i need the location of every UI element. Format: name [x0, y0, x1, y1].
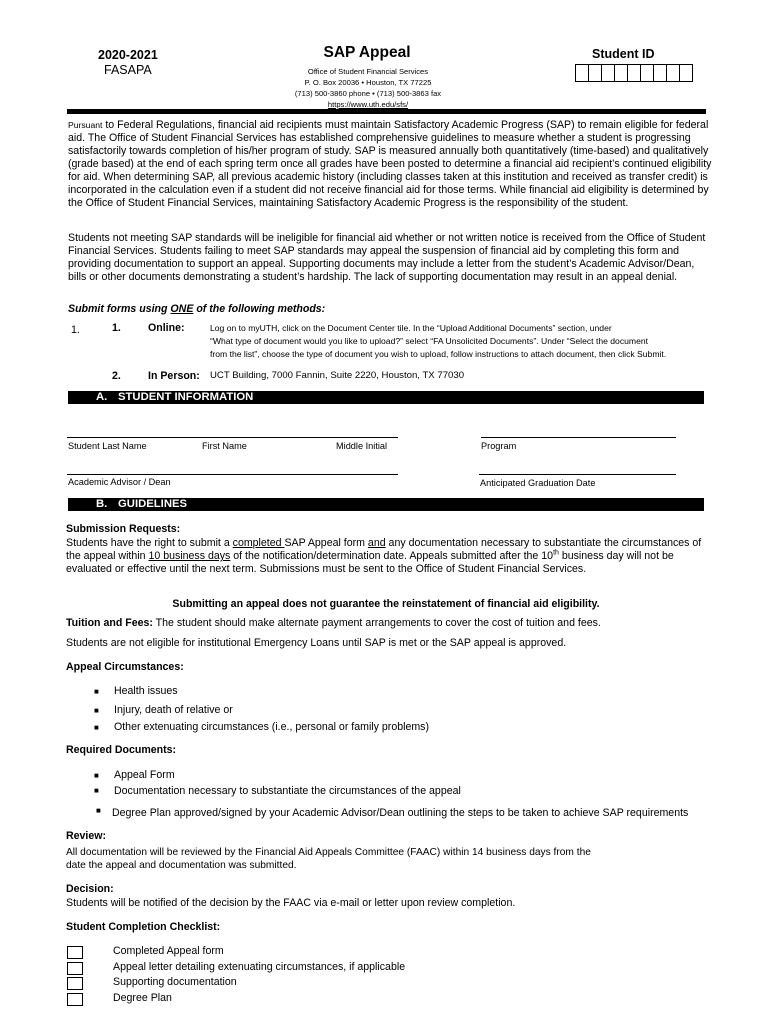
program-field-line[interactable] [481, 437, 676, 438]
circumstance-item: Injury, death of relative or [114, 704, 233, 716]
submit-post: of the following methods: [193, 303, 326, 315]
bullet-icon: ■ [94, 706, 99, 715]
review-line: date the appeal and documentation was submitted. [66, 860, 297, 871]
office-contact [250, 66, 486, 110]
form-title: SAP Appeal [323, 44, 411, 61]
academic-year: 2020-2021 [98, 48, 158, 62]
document-item: Documentation necessary to substantiate the circumstances of the appeal [114, 785, 461, 797]
student-id-digit-box[interactable] [589, 65, 602, 81]
submit-pre: Submit forms using [68, 303, 171, 315]
checklist-checkbox[interactable] [67, 962, 83, 975]
checklist-checkbox[interactable] [67, 946, 83, 959]
section-b-header [68, 498, 704, 511]
submit-methods-heading [68, 303, 714, 316]
office-address: P. O. Box 20036 • Houston, TX 77225 [304, 78, 432, 87]
student-id-digit-box[interactable] [628, 65, 641, 81]
form-code: FASAPA [104, 63, 152, 77]
submission-mid2: any documentation necessary to substantiate the circumstances of the appeal within [66, 537, 702, 562]
student-id-digit-box[interactable] [667, 65, 680, 81]
method-inperson-address: UCT Building, 7000 Fannin, Suite 2220, Houston, TX 77030 [210, 370, 465, 381]
method-online-label: Online: [148, 322, 185, 334]
student-id-digit-box[interactable] [602, 65, 615, 81]
submission-post: business day will not be evaluated or effective until the next term. Submissions must be sent to the Office of Student Financial Services. [66, 550, 674, 575]
advisor-field-line[interactable] [67, 474, 398, 475]
bullet-icon: ■ [96, 806, 101, 815]
section-a-title: STUDENT INFORMATION [118, 391, 254, 403]
tuition-paragraph [66, 617, 726, 630]
tuition-label: Tuition and Fees: [66, 617, 153, 629]
method-inperson-number: 2. [112, 370, 121, 382]
circumstances-heading: Appeal Circumstances: [66, 661, 184, 673]
checklist-checkbox[interactable] [67, 993, 83, 1006]
bullet-icon: ■ [94, 771, 99, 780]
submission-th: th [553, 549, 559, 557]
checklist-checkbox[interactable] [67, 977, 83, 990]
review-line: All documentation will be reviewed by the Financial Aid Appeals Committee (FAAC) within 14 business days from the [66, 847, 591, 858]
review-text [66, 846, 726, 872]
bullet-icon: ■ [94, 687, 99, 696]
submit-one: ONE [170, 303, 194, 315]
student-id-digit-box[interactable] [641, 65, 654, 81]
student-id-digit-box[interactable] [615, 65, 628, 81]
last-name-label: Student Last Name [68, 441, 147, 451]
student-id-digit-box[interactable] [576, 65, 589, 81]
first-name-label: First Name [202, 441, 247, 451]
intro-paragraph-1 [68, 119, 714, 210]
bullet-icon: ■ [94, 723, 99, 732]
section-a-letter: A. [96, 391, 108, 403]
header-divider [67, 109, 706, 114]
submission-mid3: of the notification/determination date. Appeals submitted after the 10 [230, 550, 554, 562]
submission-heading: Submission Requests: [66, 523, 181, 535]
documents-heading: Required Documents: [66, 744, 177, 756]
advisor-label: Academic Advisor / Dean [68, 477, 171, 487]
office-phone-fax: (713) 500-3860 phone • (713) 500-3863 fax [294, 89, 442, 98]
section-b-title: GUIDELINES [118, 498, 188, 510]
emergency-loans-note: Students are not eligible for institutional Emergency Loans until SAP is met or the SAP appeal is approved. [66, 637, 567, 649]
method-online-instructions [210, 322, 750, 361]
circumstance-item: Other extenuating circumstances (i.e., personal or family problems) [114, 721, 429, 733]
intro-paragraph-2: Students not meeting SAP standards will be ineligible for financial aid whether or not written notice is received from the Office of Student Financial Services. Students failing to meet SAP standards may appeal the suspension of financial aid by completing this form and providing documentation to support an appeal. Supporting documents may include a letter from the student’s Academic Advisor/Dean, bills or other documents demonstrating a student’s hardship. The lack of supporting documentation may result in an appeal denial. [68, 232, 706, 283]
submission-days: 10 business days [148, 550, 231, 562]
program-label: Program [481, 441, 517, 451]
grad-date-label: Anticipated Graduation Date [480, 478, 596, 488]
method-online-number: 1. [112, 322, 121, 334]
student-id-label: Student ID [592, 47, 655, 61]
grad-date-field-line[interactable] [479, 474, 676, 475]
tuition-text: The student should make alternate payment arrangements to cover the cost of tuition and fees. [152, 617, 601, 629]
student-id-digit-box[interactable] [654, 65, 667, 81]
review-heading: Review: [66, 830, 107, 842]
document-item: Degree Plan approved/signed by your Academic Advisor/Dean outlining the steps to be taken to achieve SAP requirements [112, 807, 689, 819]
online-instructions-line: “What type of document would you like to upload?” select “FA Unsolicited Documents”. Under “Select the document [210, 336, 649, 346]
document-item: Appeal Form [114, 769, 175, 781]
decision-heading: Decision: [66, 883, 114, 895]
online-instructions-line: from the list”, choose the type of document you wish to upload, follow instructions to attach document, then click Submit. [210, 349, 667, 359]
circumstance-item: Health issues [114, 685, 178, 697]
intro-paragraph-1-text: to Federal Regulations, financial aid recipients must maintain Satisfactory Academic Progress (SAP) to remain eligible for federal aid. The Office of Student Financial Services has established comprehensive guidelines to measure whether a student is progressing satisfactorily towards completion of his/her program of study. SAP is measured annually both quantitatively (time-based) and qualitatively (grade based) at the end of each spring term once all grades have been posted to determine a financial aid recipient’s continued eligibility for aid. When determining SAP, all previous academic history (including classes taken at this institution and received as transfer credit) is incorporated in the calculation even if a student did not receive financial aid for those terms. While financial aid eligibility is determined by the Office of Student Financial Services, maintaining Satisfactory Academic Progress is the responsibility of the student. [68, 119, 712, 209]
method-stray-number: 1. [71, 324, 80, 336]
intro-lead-word: Pursuant [68, 120, 103, 130]
submission-completed: completed [232, 537, 285, 549]
checklist-heading: Student Completion Checklist: [66, 921, 221, 933]
student-id-field[interactable] [575, 64, 693, 82]
section-a-header [68, 391, 704, 404]
bullet-icon: ■ [94, 786, 99, 795]
method-inperson-label: In Person: [148, 370, 200, 382]
submission-pre: Students have the right to submit a [66, 537, 233, 549]
checklist-item: Appeal letter detailing extenuating circumstances, if applicable [113, 961, 406, 973]
checklist-item: Completed Appeal form [113, 945, 224, 957]
name-fields-line[interactable] [67, 437, 398, 438]
submission-mid1: SAP Appeal form [284, 537, 368, 549]
checklist-item: Degree Plan [113, 992, 172, 1004]
office-name: Office of Student Financial Services [307, 67, 429, 76]
section-b-letter: B. [96, 498, 108, 510]
submission-paragraph [66, 537, 706, 576]
submission-and: and [367, 537, 386, 549]
guarantee-notice: Submitting an appeal does not guarantee the reinstatement of financial aid eligibility. [172, 598, 600, 610]
checklist-item: Supporting documentation [113, 976, 237, 988]
student-id-digit-box[interactable] [680, 65, 692, 81]
middle-initial-label: Middle Initial [336, 441, 388, 451]
office-website-link[interactable]: https://www.uth.edu/sfs/ [327, 100, 409, 109]
online-instructions-line: Log on to myUTH, click on the Document Center tile. In the “Upload Additional Documents” section, under [210, 323, 612, 333]
decision-text: Students will be notified of the decision by the FAAC via e-mail or letter upon review completion. [66, 897, 516, 909]
